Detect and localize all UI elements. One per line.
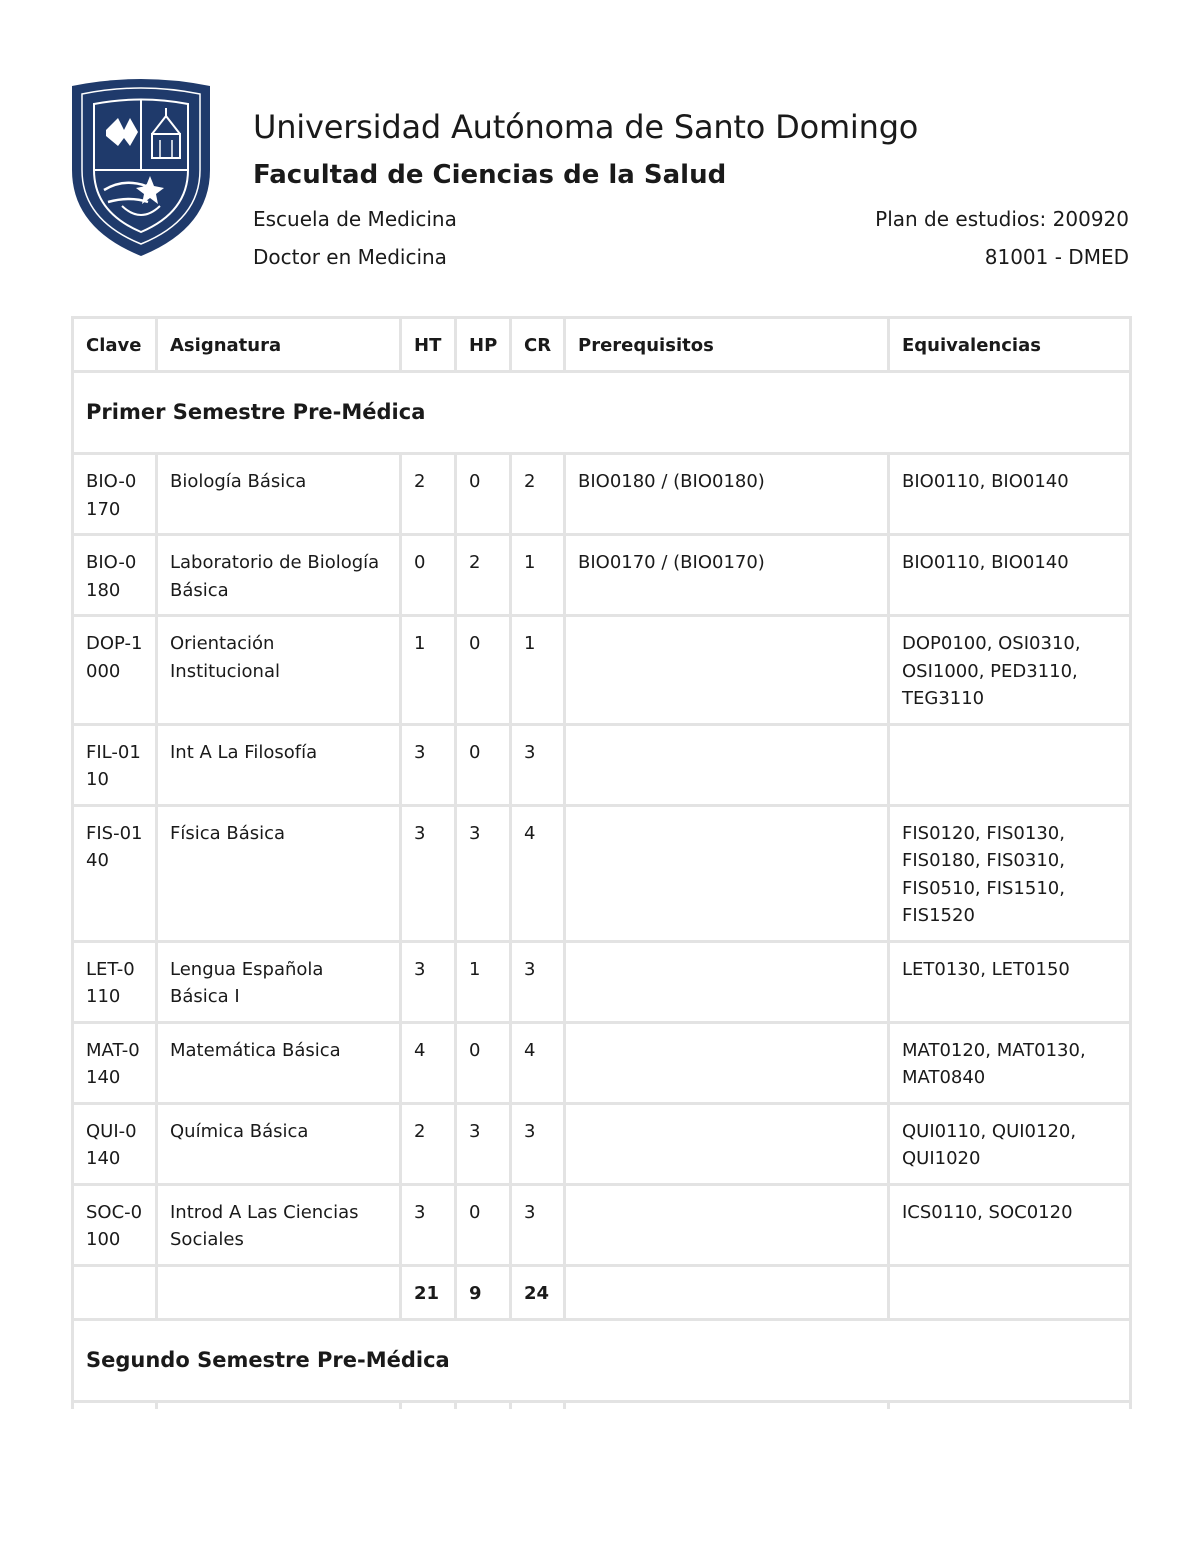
course-hp: 1 [456,941,511,1022]
course-name: Orientación Institucional [157,616,401,725]
totals-empty-cell [565,1265,889,1319]
course-equivalences: ICS0110, SOC0120 [889,1184,1131,1265]
semester-title: Primer Semestre Pre-Médica [73,372,1131,454]
course-ht: 2 [401,454,456,535]
table-row [73,535,1131,616]
course-prerequisites [565,724,889,805]
table-row [73,1022,1131,1103]
course-equivalences: QUI0110, QUI0120, QUI1020 [889,1103,1131,1184]
table-row [73,454,1131,535]
course-code: FIS-0140 [73,805,157,941]
course-cr: 1 [511,616,565,725]
course-hp: 3 [456,805,511,941]
totals-empty-cell [73,1265,157,1319]
program-code: 81001 - DMED [984,245,1129,269]
course-cr: 1 [511,535,565,616]
cutoff-cell [456,1401,511,1409]
course-code: DOP-1000 [73,616,157,725]
table-row-cutoff [73,1401,1131,1409]
course-ht: 4 [401,1022,456,1103]
course-prerequisites: BIO0180 / (BIO0180) [565,454,889,535]
course-hp: 0 [456,1184,511,1265]
table-row [73,805,1131,941]
course-equivalences: BIO0110, BIO0140 [889,535,1131,616]
course-ht: 0 [401,535,456,616]
course-code: QUI-0140 [73,1103,157,1184]
course-hp: 0 [456,616,511,725]
school-name: Escuela de Medicina [253,207,457,231]
course-ht: 2 [401,1103,456,1184]
totals-row [73,1265,1131,1319]
table-header-row [73,318,1131,372]
cutoff-cell [157,1401,401,1409]
course-equivalences: MAT0120, MAT0130, MAT0840 [889,1022,1131,1103]
university-name: Universidad Autónoma de Santo Domingo [253,108,919,146]
course-code: SOC-0100 [73,1184,157,1265]
curriculum-table [71,316,1132,1409]
course-cr: 3 [511,1103,565,1184]
course-cr: 3 [511,724,565,805]
study-plan: Plan de estudios: 200920 [875,207,1129,231]
column-header-ht: HT [401,318,456,372]
course-code: FIL-0110 [73,724,157,805]
course-code: BIO-0170 [73,454,157,535]
course-code: BIO-0180 [73,535,157,616]
column-header-prerequisitos: Prerequisitos [565,318,889,372]
course-hp: 0 [456,454,511,535]
semester-heading-row [73,1319,1131,1401]
university-seal-logo [68,78,214,258]
course-cr: 3 [511,941,565,1022]
cutoff-cell [565,1401,889,1409]
course-ht: 1 [401,616,456,725]
course-name: Biología Básica [157,454,401,535]
course-cr: 4 [511,805,565,941]
course-code: LET-0110 [73,941,157,1022]
totals-empty-cell [157,1265,401,1319]
course-code: MAT-0140 [73,1022,157,1103]
totals-empty-cell [889,1265,1131,1319]
course-equivalences: LET0130, LET0150 [889,941,1131,1022]
total-hp: 9 [456,1265,511,1319]
course-name: Laboratorio de Biología Básica [157,535,401,616]
course-ht: 3 [401,724,456,805]
course-ht: 3 [401,941,456,1022]
total-cr: 24 [511,1265,565,1319]
course-equivalences: BIO0110, BIO0140 [889,454,1131,535]
course-name: Física Básica [157,805,401,941]
course-hp: 2 [456,535,511,616]
course-prerequisites [565,1103,889,1184]
column-header-asignatura: Asignatura [157,318,401,372]
table-row [73,941,1131,1022]
table-row [73,616,1131,725]
course-prerequisites [565,1022,889,1103]
course-name: Introd A Las Ciencias Sociales [157,1184,401,1265]
course-equivalences: DOP0100, OSI0310, OSI1000, PED3110, TEG3110 [889,616,1131,725]
semester-heading-row [73,372,1131,454]
column-header-cr: CR [511,318,565,372]
course-hp: 0 [456,1022,511,1103]
course-prerequisites [565,805,889,941]
column-header-equivalencias: Equivalencias [889,318,1131,372]
cutoff-cell [73,1401,157,1409]
course-cr: 3 [511,1184,565,1265]
course-name: Lengua Española Básica I [157,941,401,1022]
column-header-clave: Clave [73,318,157,372]
course-prerequisites: BIO0170 / (BIO0170) [565,535,889,616]
semester-title: Segundo Semestre Pre-Médica [73,1319,1131,1401]
course-prerequisites [565,616,889,725]
course-name: Química Básica [157,1103,401,1184]
column-header-hp: HP [456,318,511,372]
course-equivalences [889,724,1131,805]
faculty-name: Facultad de Ciencias de la Salud [253,160,727,190]
course-cr: 2 [511,454,565,535]
table-row [73,1184,1131,1265]
course-hp: 0 [456,724,511,805]
table-row [73,724,1131,805]
course-ht: 3 [401,1184,456,1265]
cutoff-cell [401,1401,456,1409]
degree-name: Doctor en Medicina [253,245,447,269]
course-prerequisites [565,941,889,1022]
course-equivalences: FIS0120, FIS0130, FIS0180, FIS0310, FIS0510, FIS1510, FIS1520 [889,805,1131,941]
course-prerequisites [565,1184,889,1265]
course-ht: 3 [401,805,456,941]
course-hp: 3 [456,1103,511,1184]
course-name: Matemática Básica [157,1022,401,1103]
total-ht: 21 [401,1265,456,1319]
course-cr: 4 [511,1022,565,1103]
cutoff-cell [511,1401,565,1409]
table-row [73,1103,1131,1184]
course-name: Int A La Filosofía [157,724,401,805]
cutoff-cell [889,1401,1131,1409]
